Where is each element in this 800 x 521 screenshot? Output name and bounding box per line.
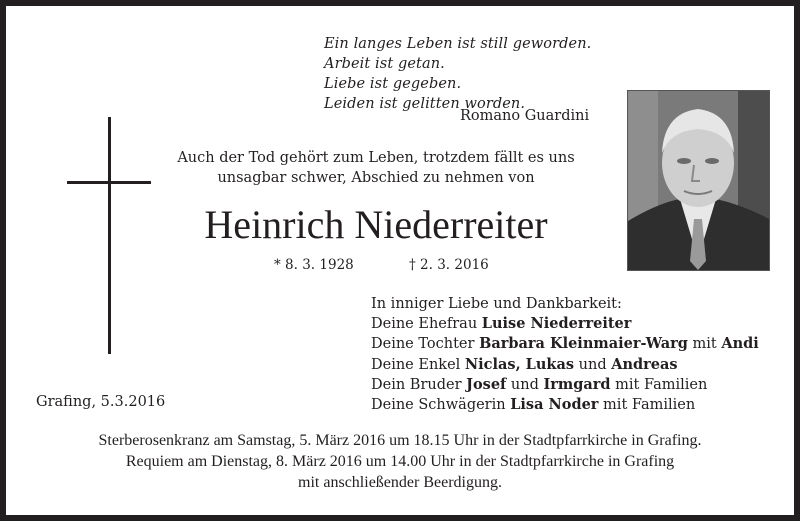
- mourners-heading: In inniger Liebe und Dankbarkeit:: [371, 296, 622, 312]
- obituary-card: [6, 6, 794, 515]
- cross-icon: [108, 117, 111, 354]
- mourner-line: Deine Ehefrau Luise Niederreiter: [371, 315, 632, 333]
- poem-line: Leiden ist gelitten worden.: [324, 96, 526, 112]
- birth-date: * 8. 3. 1928: [274, 257, 354, 273]
- mourner-line: Deine Tochter Barbara Kleinmaier-Warg mit Andi: [371, 335, 759, 353]
- mourners-list: [371, 294, 759, 415]
- mourner-line: Dein Bruder Josef und Irmgard mit Familien: [371, 375, 708, 393]
- place-date: Grafing, 5.3.2016: [36, 394, 166, 410]
- death-date: † 2. 3. 2016: [409, 257, 489, 273]
- service-info: [6, 430, 794, 493]
- poem: [324, 34, 591, 114]
- portrait-photo: [627, 90, 770, 271]
- mourner-line: Deine Schwägerin Lisa Noder mit Familien: [371, 395, 696, 413]
- mourner-line: Deine Enkel Niclas, Lukas und Andreas: [371, 355, 678, 373]
- poem-line: Liebe ist gegeben.: [324, 76, 462, 92]
- intro-text: [146, 148, 606, 188]
- deceased-name: Heinrich Niederreiter: [204, 202, 548, 247]
- intro-line: unsagbar schwer, Abschied zu nehmen von: [217, 170, 535, 186]
- intro-line: Auch der Tod gehört zum Leben, trotzdem fällt es uns: [177, 150, 575, 166]
- cross-icon-bar: [67, 181, 151, 184]
- poem-line: Arbeit ist getan.: [324, 56, 445, 72]
- poem-line: Ein langes Leben ist still geworden.: [324, 36, 592, 52]
- service-line: Requiem am Dienstag, 8. März 2016 um 14.00 Uhr in der Stadtpfarrkirche in Grafing: [125, 453, 675, 470]
- portrait-image-icon: [628, 91, 769, 270]
- poem-author: Romano Guardini: [460, 108, 590, 124]
- service-line: Sterberosenkranz am Samstag, 5. März 2016 um 18.15 Uhr in der Stadtpfarrkirche in Grafing.: [98, 432, 702, 449]
- service-line: mit anschließender Beerdigung.: [298, 474, 502, 491]
